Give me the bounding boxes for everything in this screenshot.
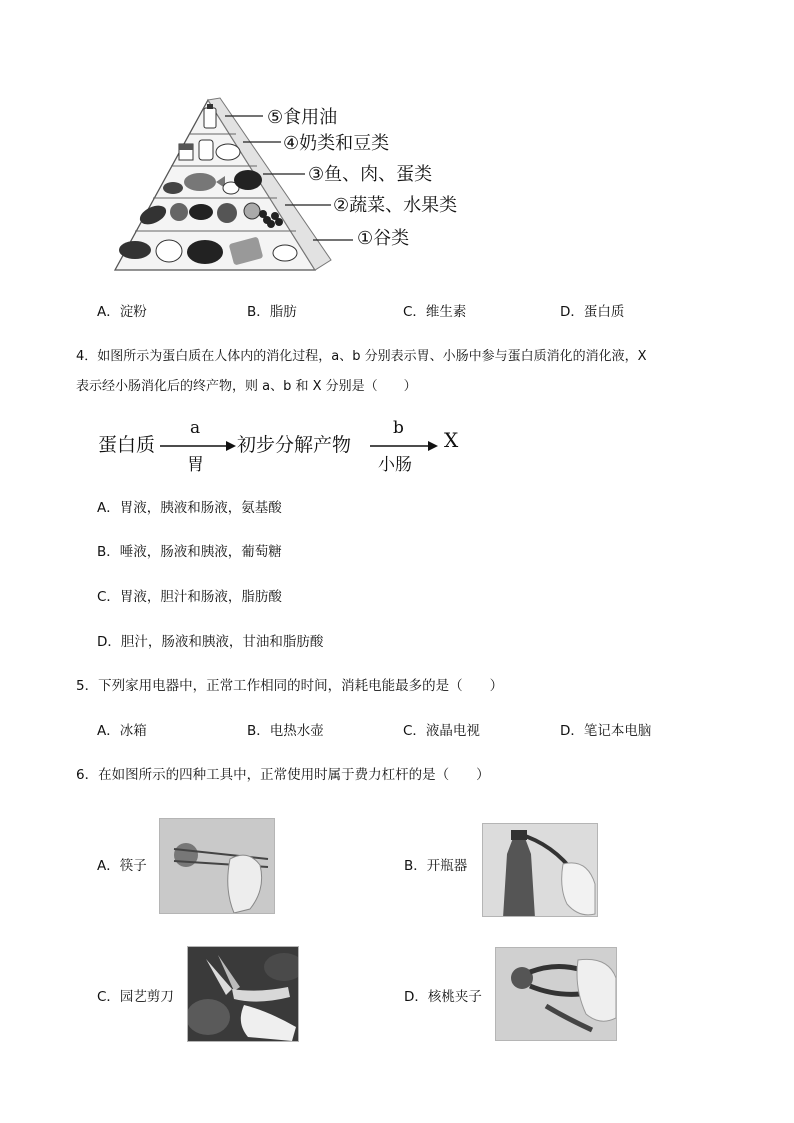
pyramid-label-level4: ④奶类和豆类 bbox=[283, 133, 390, 154]
chopsticks-photo bbox=[159, 818, 275, 914]
flow-start-label: 蛋白质 bbox=[98, 434, 156, 456]
flow-middle-label: 初步分解产物 bbox=[237, 434, 352, 456]
flow-small-intestine-label: 小肠 bbox=[378, 455, 412, 475]
q6-stem: 6．在如图所示的四种工具中，正常使用时属于费力杠杆的是（ ） bbox=[76, 767, 490, 783]
q6-option-d-label: D．核桃夹子 bbox=[404, 989, 482, 1005]
q5-option-d: D．笔记本电脑 bbox=[560, 723, 652, 739]
q3-option-b: B．脂肪 bbox=[247, 304, 297, 320]
q4-option-a: A．胃液，胰液和肠液，氨基酸 bbox=[97, 500, 282, 516]
q5-stem: 5．下列家用电器中，正常工作相同的时间，消耗电能最多的是（ ） bbox=[76, 678, 504, 694]
q4-option-c: C．胃液，胆汁和肠液，脂肪酸 bbox=[97, 589, 282, 605]
pyramid-label-level5: ⑤食用油 bbox=[267, 107, 338, 128]
q4-stem-line1: 4．如图所示为蛋白质在人体内的消化过程，a、b 分别表示胃、小肠中参与蛋白质消化的消化液，X bbox=[76, 349, 647, 364]
q4-stem-line2: 表示经小肠消化后的终产物，则 a、b 和 X 分别是（ ） bbox=[76, 379, 417, 394]
pyramid-label-level3: ③鱼、肉、蛋类 bbox=[308, 164, 433, 185]
pyramid-label-level1: ①谷类 bbox=[357, 228, 410, 249]
flow-end-label: X bbox=[444, 428, 459, 452]
flow-stomach-label: 胃 bbox=[187, 455, 204, 475]
flow-a-label: a bbox=[190, 418, 201, 438]
q3-option-c: C．维生素 bbox=[403, 304, 467, 320]
garden-shears-photo bbox=[187, 946, 299, 1042]
flow-b-label: b bbox=[393, 418, 404, 438]
food-pyramid-figure bbox=[95, 88, 495, 278]
pyramid-label-level2: ②蔬菜、水果类 bbox=[333, 195, 458, 216]
q5-option-c: C．液晶电视 bbox=[403, 723, 480, 739]
digestion-flow-diagram bbox=[96, 418, 476, 474]
q4-option-b: B．唾液，肠液和胰液，葡萄糖 bbox=[97, 544, 282, 560]
q6-option-b-label: B．开瓶器 bbox=[404, 858, 468, 874]
q4-option-d: D．胆汁，肠液和胰液，甘油和脂肪酸 bbox=[97, 634, 324, 650]
q5-option-a: A．冰箱 bbox=[97, 723, 147, 739]
walnut-cracker-photo bbox=[495, 947, 617, 1041]
q3-option-a: A．淀粉 bbox=[97, 304, 147, 320]
bottle-opener-photo bbox=[482, 823, 598, 917]
q3-option-d: D．蛋白质 bbox=[560, 304, 625, 320]
q6-option-c-label: C．园艺剪刀 bbox=[97, 989, 174, 1005]
q6-option-a-label: A．筷子 bbox=[97, 858, 147, 874]
q5-option-b: B．电热水壶 bbox=[247, 723, 324, 739]
